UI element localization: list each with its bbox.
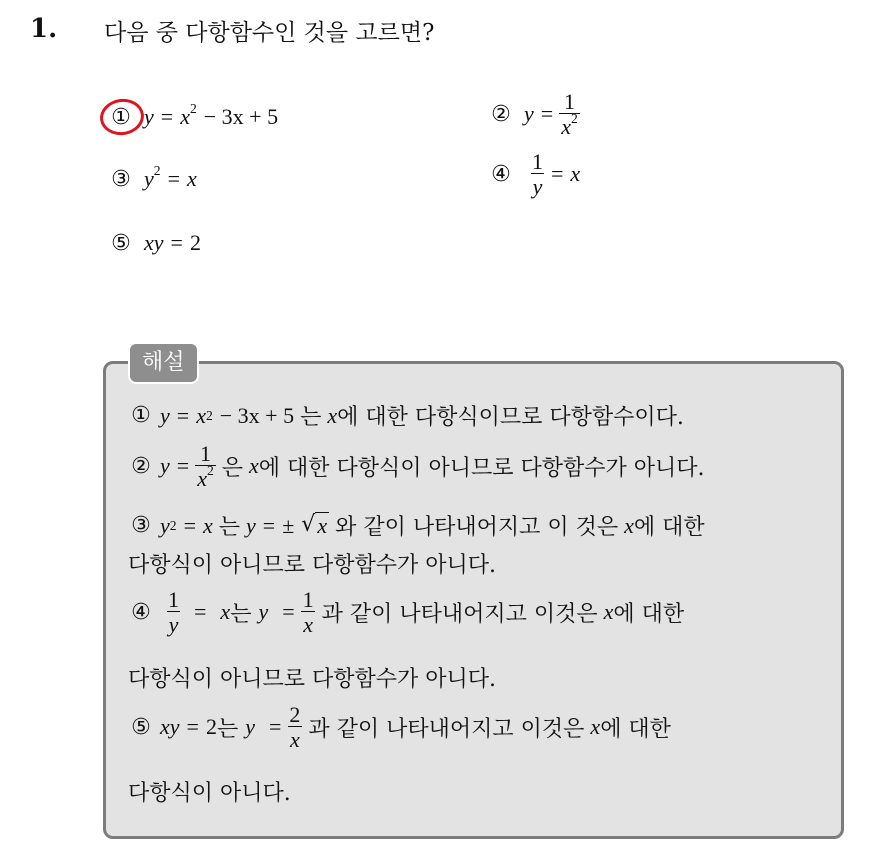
- choice-2-number: ②: [491, 101, 511, 127]
- choice-4-formula: $\frac{1}{y}$ = x: [532, 149, 581, 200]
- choice-4[interactable]: [488, 150, 580, 198]
- question-text: 다음 중 다항함수인 것을 고르면?: [104, 20, 435, 46]
- choice-3[interactable]: [108, 163, 197, 192]
- explanation-4-line2: 다항식이 아니므로 다항함수가 아니다.: [128, 667, 497, 692]
- choice-4-number: ④: [491, 161, 511, 187]
- explanation-3: ③ y 2 = x 는 y = ± √ x 와 같이 나타내어지고 이 것은 x 에 대한: [131, 512, 705, 540]
- explanation-tag: 해설: [128, 342, 199, 384]
- selected-answer-circle: [98, 96, 147, 138]
- choice-5-number: ⑤: [111, 230, 131, 256]
- explanation-5-line2: 다항식이 아니다.: [128, 781, 291, 806]
- choice-1-formula: $y = x^2 - 3x + 5$: [144, 101, 279, 129]
- explanation-1: ① y = x 2 − 3x + 5 는 x 에 대한 다항식이므로 다항함수이다.: [131, 402, 684, 430]
- choice-5-formula: xy = 2: [144, 230, 201, 255]
- explanation-2: ② y = $\frac{1}{x^2}$ 은 x 에 대한 다항식이 아니므로 다항함수가 아니다.: [131, 441, 705, 492]
- choice-1-number: ①: [111, 104, 131, 130]
- choice-2[interactable]: [488, 90, 586, 138]
- choice-2-formula: y = $\frac{1}{x^2}$: [524, 89, 578, 140]
- choice-3-formula: $y^2 = x$: [144, 163, 197, 191]
- explanation-4: ④ $\frac{1}{y}$ = x 는 y = $\frac{1}{x}$ 과 같이 나타내어지고 이것은 x 에 대한: [131, 587, 685, 638]
- question-number: 1.: [30, 14, 58, 44]
- choice-5[interactable]: [108, 230, 201, 256]
- explanation-5: ⑤ xy = 2 는 y = $\frac{2}{x}$ 과 같이 나타내어지고 이것은 x 에 대한: [131, 702, 671, 753]
- choice-3-number: ③: [111, 166, 131, 192]
- explanation-3-line2: 다항식이 아니므로 다항함수가 아니다.: [128, 553, 497, 578]
